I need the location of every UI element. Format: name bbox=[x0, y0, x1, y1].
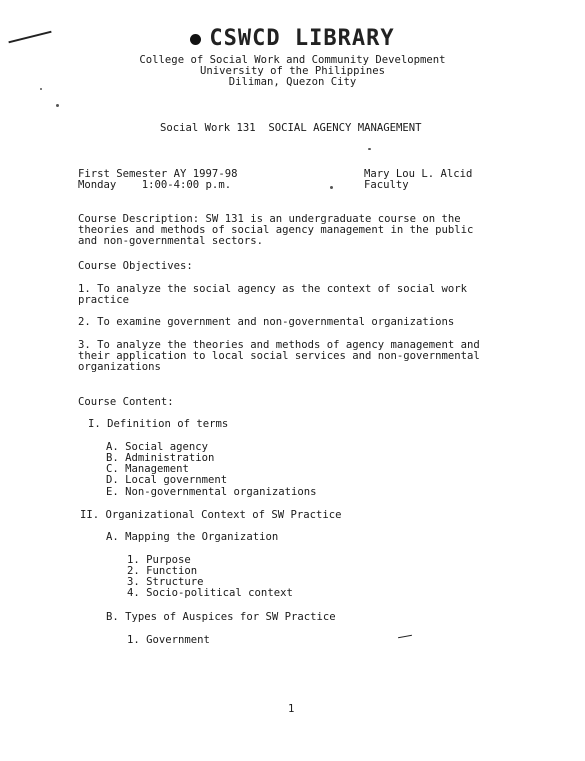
course-description-line: and non-governmental sectors. bbox=[78, 235, 263, 247]
objective-line: 1. To analyze the social agency as the context of social work bbox=[78, 283, 468, 295]
list-item: A. Social agency bbox=[106, 441, 209, 453]
subsection-title: B. Types of Auspices for SW Practice bbox=[106, 611, 336, 623]
scan-speck bbox=[40, 88, 42, 90]
objectives-heading: Course Objectives: bbox=[78, 260, 193, 272]
objective-line: 2. To examine government and non-governmental organizations bbox=[78, 316, 455, 328]
instructor-role: Faculty bbox=[364, 179, 409, 191]
content-heading: Course Content: bbox=[78, 396, 174, 408]
section-title: II. Organizational Context of SW Practice bbox=[80, 509, 342, 521]
list-item: 3. Structure bbox=[127, 576, 204, 588]
course-description-line: Course Description: SW 131 is an undergraduate course on the bbox=[78, 213, 461, 225]
library-stamp bbox=[0, 26, 585, 51]
semester: First Semester AY 1997-98 bbox=[78, 168, 238, 180]
stamp-text: CSWCD LIBRARY bbox=[209, 26, 395, 51]
page-number: 1 bbox=[288, 703, 295, 715]
list-item: C. Management bbox=[106, 463, 189, 475]
list-item: 2. Function bbox=[127, 565, 198, 577]
course-title: Social Work 131 SOCIAL AGENCY MANAGEMENT bbox=[160, 122, 422, 134]
scan-speck bbox=[56, 104, 59, 107]
list-item: 1. Purpose bbox=[127, 554, 191, 566]
stamp-dot-icon bbox=[190, 34, 201, 45]
schedule: Monday 1:00-4:00 p.m. bbox=[78, 179, 232, 191]
subsection-title: A. Mapping the Organization bbox=[106, 531, 279, 543]
list-item: B. Administration bbox=[106, 452, 215, 464]
objective-line: 3. To analyze the theories and methods of agency management and bbox=[78, 339, 480, 351]
scan-speck bbox=[330, 186, 333, 189]
objective-line: practice bbox=[78, 294, 130, 306]
list-item: D. Local government bbox=[106, 474, 228, 486]
instructor-name: Mary Lou L. Alcid bbox=[364, 168, 473, 180]
list-item: 4. Socio-political context bbox=[127, 587, 293, 599]
list-item: E. Non-governmental organizations bbox=[106, 486, 317, 498]
objective-line: their application to local social services and non-governmental bbox=[78, 350, 480, 362]
scan-speck bbox=[368, 148, 371, 150]
university-location: Diliman, Quezon City bbox=[228, 76, 357, 88]
section-title: I. Definition of terms bbox=[88, 418, 229, 430]
scan-mark bbox=[398, 635, 412, 638]
course-description-line: theories and methods of social agency management in the public bbox=[78, 224, 474, 236]
college-name: College of Social Work and Community Development bbox=[139, 54, 446, 66]
list-item: 1. Government bbox=[127, 634, 210, 646]
objective-line: organizations bbox=[78, 361, 161, 373]
university-name: University of the Philippines bbox=[200, 65, 385, 77]
